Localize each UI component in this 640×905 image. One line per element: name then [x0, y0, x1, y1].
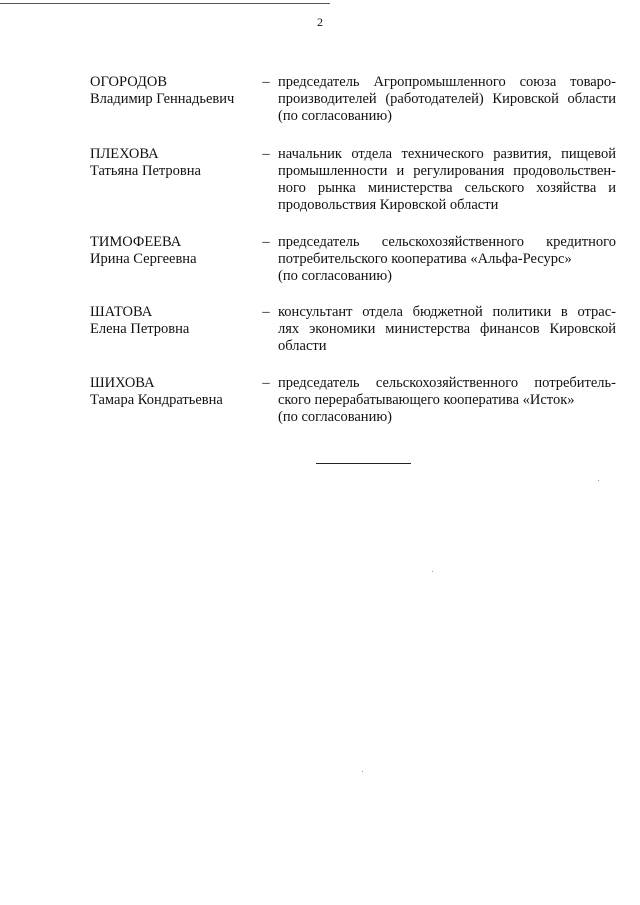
position-line: председатель сельскохозяйственного кредитного [278, 234, 616, 250]
position-line: ного рынка министерства сельского хозяйства и [278, 180, 616, 196]
position-line: потребительского кооператива «Альфа-Ресурс» [278, 251, 572, 267]
scan-speck [432, 571, 433, 572]
member-position [278, 375, 616, 426]
position-line: (по согласованию) [278, 268, 392, 284]
position-line: производителей (работодателей) Кировской области [278, 91, 616, 107]
separator-dash: – [262, 304, 270, 320]
member-surname: ШИХОВА [90, 375, 155, 391]
member-position [278, 146, 616, 214]
closing-rule [316, 463, 411, 464]
separator-dash: – [262, 146, 270, 162]
member-position [278, 304, 616, 355]
member-surname: ШАТОВА [90, 304, 153, 320]
member-name [90, 234, 260, 268]
position-line: начальник отдела технического развития, пищевой [278, 146, 616, 162]
member-name [90, 304, 260, 338]
position-line: промышленности и регулирования продовольствен- [278, 163, 616, 179]
position-line: лях экономики министерства финансов Кировской [278, 321, 616, 337]
position-line: области [278, 338, 327, 354]
position-line: (по согласованию) [278, 409, 392, 425]
member-given-names: Ирина Сергеевна [90, 251, 197, 267]
scan-speck [362, 771, 363, 772]
member-surname: ОГОРОДОВ [90, 74, 167, 90]
member-position [278, 74, 616, 125]
page-number: 2 [317, 15, 323, 29]
member-name [90, 74, 260, 108]
member-given-names: Елена Петровна [90, 321, 190, 337]
position-line: продовольствия Кировской области [278, 197, 499, 213]
member-surname: ТИМОФЕЕВА [90, 234, 182, 250]
member-surname: ПЛЕХОВА [90, 146, 159, 162]
scan-speck [598, 480, 599, 481]
top-scan-line [0, 3, 330, 4]
member-name [90, 375, 260, 409]
position-line: (по согласованию) [278, 108, 392, 124]
separator-dash: – [262, 74, 270, 90]
member-given-names: Тамара Кондратьевна [90, 392, 223, 408]
position-line: консультант отдела бюджетной политики в отрас- [278, 304, 616, 320]
member-given-names: Татьяна Петровна [90, 163, 201, 179]
position-line: ского перерабатывающего кооператива «Исток» [278, 392, 575, 408]
separator-dash: – [262, 234, 270, 250]
position-line: председатель Агропромышленного союза товаро- [278, 74, 616, 90]
position-line: председатель сельскохозяйственного потребитель- [278, 375, 616, 391]
member-position [278, 234, 616, 285]
separator-dash: – [262, 375, 270, 391]
member-given-names: Владимир Геннадьевич [90, 91, 235, 107]
member-name [90, 146, 260, 180]
